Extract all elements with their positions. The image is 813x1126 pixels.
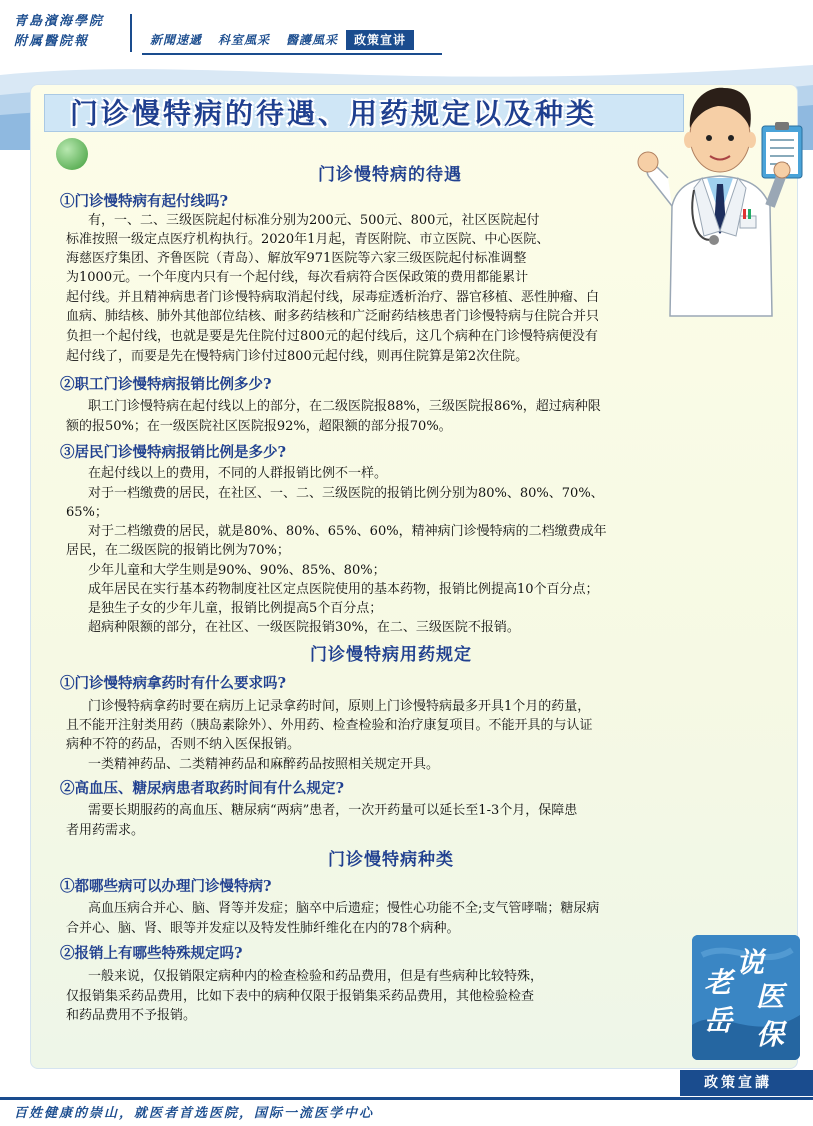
paragraph-line: 有，一、二、三级医院起付标准分别为200元、500元、800元，社区医院起付 — [88, 213, 540, 228]
section-heading-categories: 门诊慢特病种类 — [328, 850, 454, 870]
paragraph-line: 且不能开注射类用药（胰岛素除外）、外用药、检查检验和治疗康复项目。不能开具的与认证 — [66, 718, 593, 733]
paragraph-line: 起付线。并且精神病患者门诊慢特病取消起付线，尿毒症透析治疗、器官移植、恶性肿瘤、白 — [66, 290, 600, 305]
paragraph-line: 门诊慢特病拿药时要在病历上记录拿药时间，原则上门诊慢特病最多开具1个月的药量， — [88, 699, 591, 714]
nav-news[interactable]: 新聞速遞 — [150, 33, 203, 47]
paragraph-line: 额的报50%；在一级医院社区医院报92%，超限额的部分报70%。 — [66, 419, 452, 434]
section-nav — [142, 30, 414, 50]
section-heading-medication: 门诊慢特病用药规定 — [310, 645, 472, 665]
logo-line-1: 青島濱海學院 — [14, 14, 105, 29]
stamp-char: 说 — [736, 946, 765, 979]
paragraph-line: 者用药需求。 — [66, 823, 145, 838]
question-3-2: ②报销上有哪些特殊规定吗? — [60, 945, 243, 962]
stamp-char: 老 — [704, 966, 733, 999]
paragraph-line: 海慈医疗集团、齐鲁医院（青岛）、解放军971医院等六家三级医院起付标准调整 — [66, 251, 527, 266]
paragraph-line: 65%； — [66, 505, 108, 520]
section-heading-benefits: 门诊慢特病的待遇 — [318, 165, 462, 185]
green-ball-decoration — [56, 138, 88, 170]
nav-staff[interactable]: 醫護風采 — [286, 33, 339, 47]
paragraph-line: 一类精神药品、二类精神药品和麻醉药品按照相关规定开具。 — [88, 757, 440, 772]
paragraph-line: 高血压病合并心、脑、肾等并发症；脑卒中后遗症；慢性心功能不全;支气管哮喘；糖尿病 — [88, 901, 600, 916]
paragraph-line: 合并心、脑、肾、眼等并发症以及特发性肺纤维化在内的78个病种。 — [66, 921, 460, 936]
paragraph-line: 超病种限额的部分，在社区、一级医院报销30%，在二、三级医院不报销。 — [88, 620, 520, 635]
paragraph-line: 在起付线以上的费用，不同的人群报销比例不一样。 — [88, 466, 388, 481]
paragraph-line: 起付线了，而要是先在慢特病门诊付过800元起付线，则再住院算是第2次住院。 — [66, 349, 529, 364]
question-3-1: ①都哪些病可以办理门诊慢特病? — [60, 878, 272, 895]
footer-slogan: 百姓健康的崇山，就医者首选医院，国际一流医学中心 — [14, 1106, 375, 1121]
paragraph-line: 血病、肺结核、肺外其他部位结核、耐多药结核和广泛耐药结核患者门诊慢特病与住院合并只 — [66, 309, 600, 324]
masthead-divider — [130, 14, 132, 52]
paragraph-line: 少年儿童和大学生则是90%、90%、85%、80%； — [88, 563, 386, 578]
question-1-1: ①门诊慢特病有起付线吗? — [60, 193, 228, 210]
paragraph-line: 对于一档缴费的居民，在社区、一、二、三级医院的报销比例分别为80%、80%、70%、 — [88, 486, 604, 501]
paragraph-line: 对于二档缴费的居民，就是80%、80%、65%、60%，精神病门诊慢特病的二档缴费成年 — [88, 524, 607, 539]
column-stamp — [692, 935, 800, 1060]
newspaper-logo — [14, 12, 104, 52]
nav-departments[interactable]: 科室風采 — [218, 33, 271, 47]
column-label: 政策宣講 — [704, 1075, 772, 1091]
footer-rule — [0, 1097, 813, 1100]
doctor-illustration — [632, 66, 807, 326]
page-title: 门诊慢特病的待遇、用药规定以及种类 — [70, 97, 598, 130]
paragraph-line: 成年居民在实行基本药物制度社区定点医院使用的基本药物，报销比例提高10个百分点； — [88, 582, 599, 597]
question-2-2: ②高血压、糖尿病患者取药时间有什么规定? — [60, 780, 344, 797]
paragraph-line: 标准按照一级定点医疗机构执行。2020年1月起，青医附院、市立医院、中心医院、 — [66, 232, 550, 247]
masthead — [0, 0, 813, 60]
nav-policy[interactable]: 政策宣讲 — [346, 30, 414, 50]
paragraph-line: 是独生子女的少年儿童，报销比例提高5个百分点； — [88, 601, 383, 616]
logo-line-2: 附属醫院報 — [14, 34, 90, 49]
paragraph-line: 和药品费用不予报销。 — [66, 1008, 197, 1023]
stamp-char: 岳 — [704, 1004, 733, 1037]
stamp-char: 医 — [756, 980, 785, 1013]
paragraph-line: 仅报销集采药品费用，比如下表中的病种仅限于报销集采药品费用，其他检验检查 — [66, 989, 535, 1004]
stamp-char: 保 — [756, 1018, 785, 1051]
question-1-3: ③居民门诊慢特病报销比例是多少? — [60, 444, 286, 461]
paragraph-line: 居民，在二级医院的报销比例为70%； — [66, 543, 290, 558]
question-2-1: ①门诊慢特病拿药时有什么要求吗? — [60, 675, 286, 692]
paragraph-line: 负担一个起付线，也就是要是先住院付过800元的起付线后，这几个病种在门诊慢特病便没有 — [66, 329, 598, 344]
paragraph-line: 为1000元。一个年度内只有一个起付线，每次看病符合医保政策的费用都能累计 — [66, 270, 529, 285]
paragraph-line: 职工门诊慢特病在起付线以上的部分，在二级医院报88%，三级医院报86%，超过病种限 — [88, 399, 601, 414]
paragraph-line: 病种不符的药品，否则不纳入医保报销。 — [66, 737, 301, 752]
paragraph-line: 一般来说，仅报销限定病种内的检查检验和药品费用，但是有些病种比较特殊， — [88, 969, 544, 984]
paragraph-line: 需要长期服药的高血压、糖尿病“两病”患者，一次开药量可以延长至1-3个月，保障患 — [88, 803, 578, 818]
question-1-2: ②职工门诊慢特病报销比例多少? — [60, 376, 272, 393]
